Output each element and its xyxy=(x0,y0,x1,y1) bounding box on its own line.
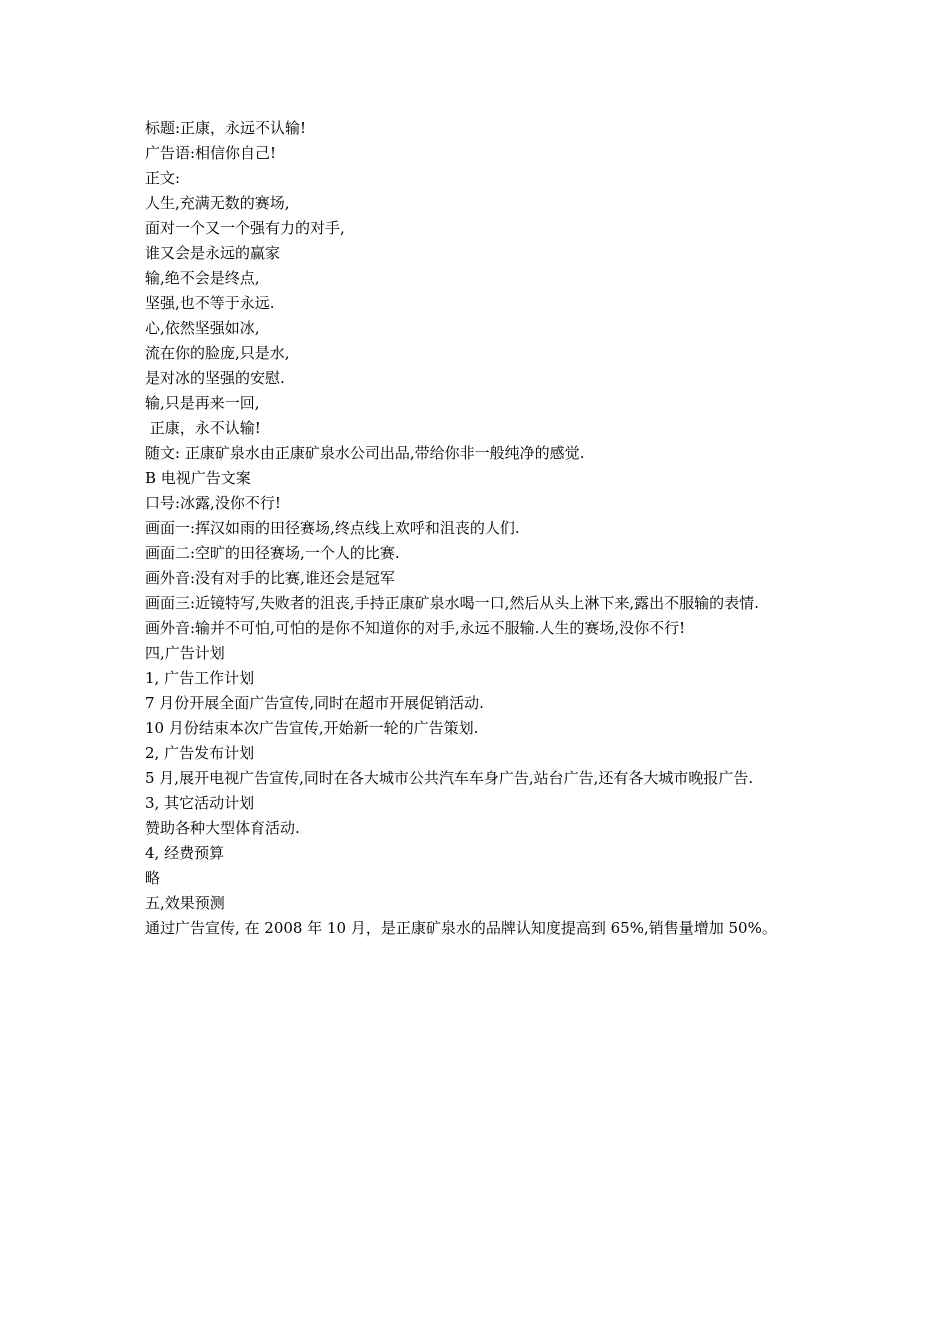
doc-line: 正康，永不认输! xyxy=(145,419,261,437)
doc-line: 5 月,展开电视广告宣传,同时在各大城市公共汽车车身广告,站台广告,还有各大城市晚报广告. xyxy=(145,769,754,787)
doc-line: 画面三:近镜特写,失败者的沮丧,手持正康矿泉水喝一口,然后从头上淋下来,露出不服输的表情. xyxy=(145,594,759,612)
doc-line: 流在你的脸庞,只是水, xyxy=(145,344,290,362)
doc-line: 输,只是再来一回, xyxy=(145,394,260,412)
doc-line: 10 月份结束本次广告宣传,开始新一轮的广告策划. xyxy=(145,719,479,737)
doc-line: 画面一:挥汉如雨的田径赛场,终点线上欢呼和沮丧的人们. xyxy=(145,519,520,537)
doc-line: 五,效果预测 xyxy=(145,894,225,912)
doc-line: 标题:正康，永远不认输! xyxy=(145,119,307,137)
doc-line: 4, 经费预算 xyxy=(145,844,225,862)
doc-line: 谁又会是永远的赢家 xyxy=(145,244,281,262)
doc-line: 随文: 正康矿泉水由正康矿泉水公司出品,带给你非一般纯净的感觉. xyxy=(145,444,585,462)
doc-line: 面对一个又一个强有力的对手, xyxy=(145,219,345,237)
doc-line: 是对冰的坚强的安慰. xyxy=(145,369,285,387)
doc-line: 四,广告计划 xyxy=(145,644,225,662)
doc-line: B 电视广告文案 xyxy=(145,469,251,487)
doc-line: 广告语:相信你自己! xyxy=(145,144,277,162)
doc-line: 2, 广告发布计划 xyxy=(145,744,255,762)
doc-line: 赞助各种大型体育活动. xyxy=(145,819,300,837)
doc-line: 人生,充满无数的赛场, xyxy=(145,194,290,212)
doc-line: 输,绝不会是终点, xyxy=(145,269,260,287)
doc-line: 画外音:输并不可怕,可怕的是你不知道你的对手,永远不服输.人生的赛场,没你不行! xyxy=(145,619,686,637)
doc-line: 画面二:空旷的田径赛场,一个人的比赛. xyxy=(145,544,400,562)
doc-line: 1, 广告工作计划 xyxy=(145,669,255,687)
doc-line: 坚强,也不等于永远. xyxy=(145,294,275,312)
doc-line: 画外音:没有对手的比赛,谁还会是冠军 xyxy=(145,569,395,587)
doc-line: 7 月份开展全面广告宣传,同时在超市开展促销活动. xyxy=(145,694,484,712)
doc-line: 3, 其它活动计划 xyxy=(145,794,255,812)
doc-line: 正文: xyxy=(145,169,181,187)
doc-line: 心,依然坚强如冰, xyxy=(145,319,260,337)
document-body xyxy=(145,116,815,941)
doc-line: 通过广告宣传, 在 2008 年 10 月，是正康矿泉水的品牌认知度提高到 65%,销售量增加 50%。 xyxy=(145,919,777,937)
doc-line: 略 xyxy=(145,869,161,887)
doc-line: 口号:冰露,没你不行! xyxy=(145,494,281,512)
